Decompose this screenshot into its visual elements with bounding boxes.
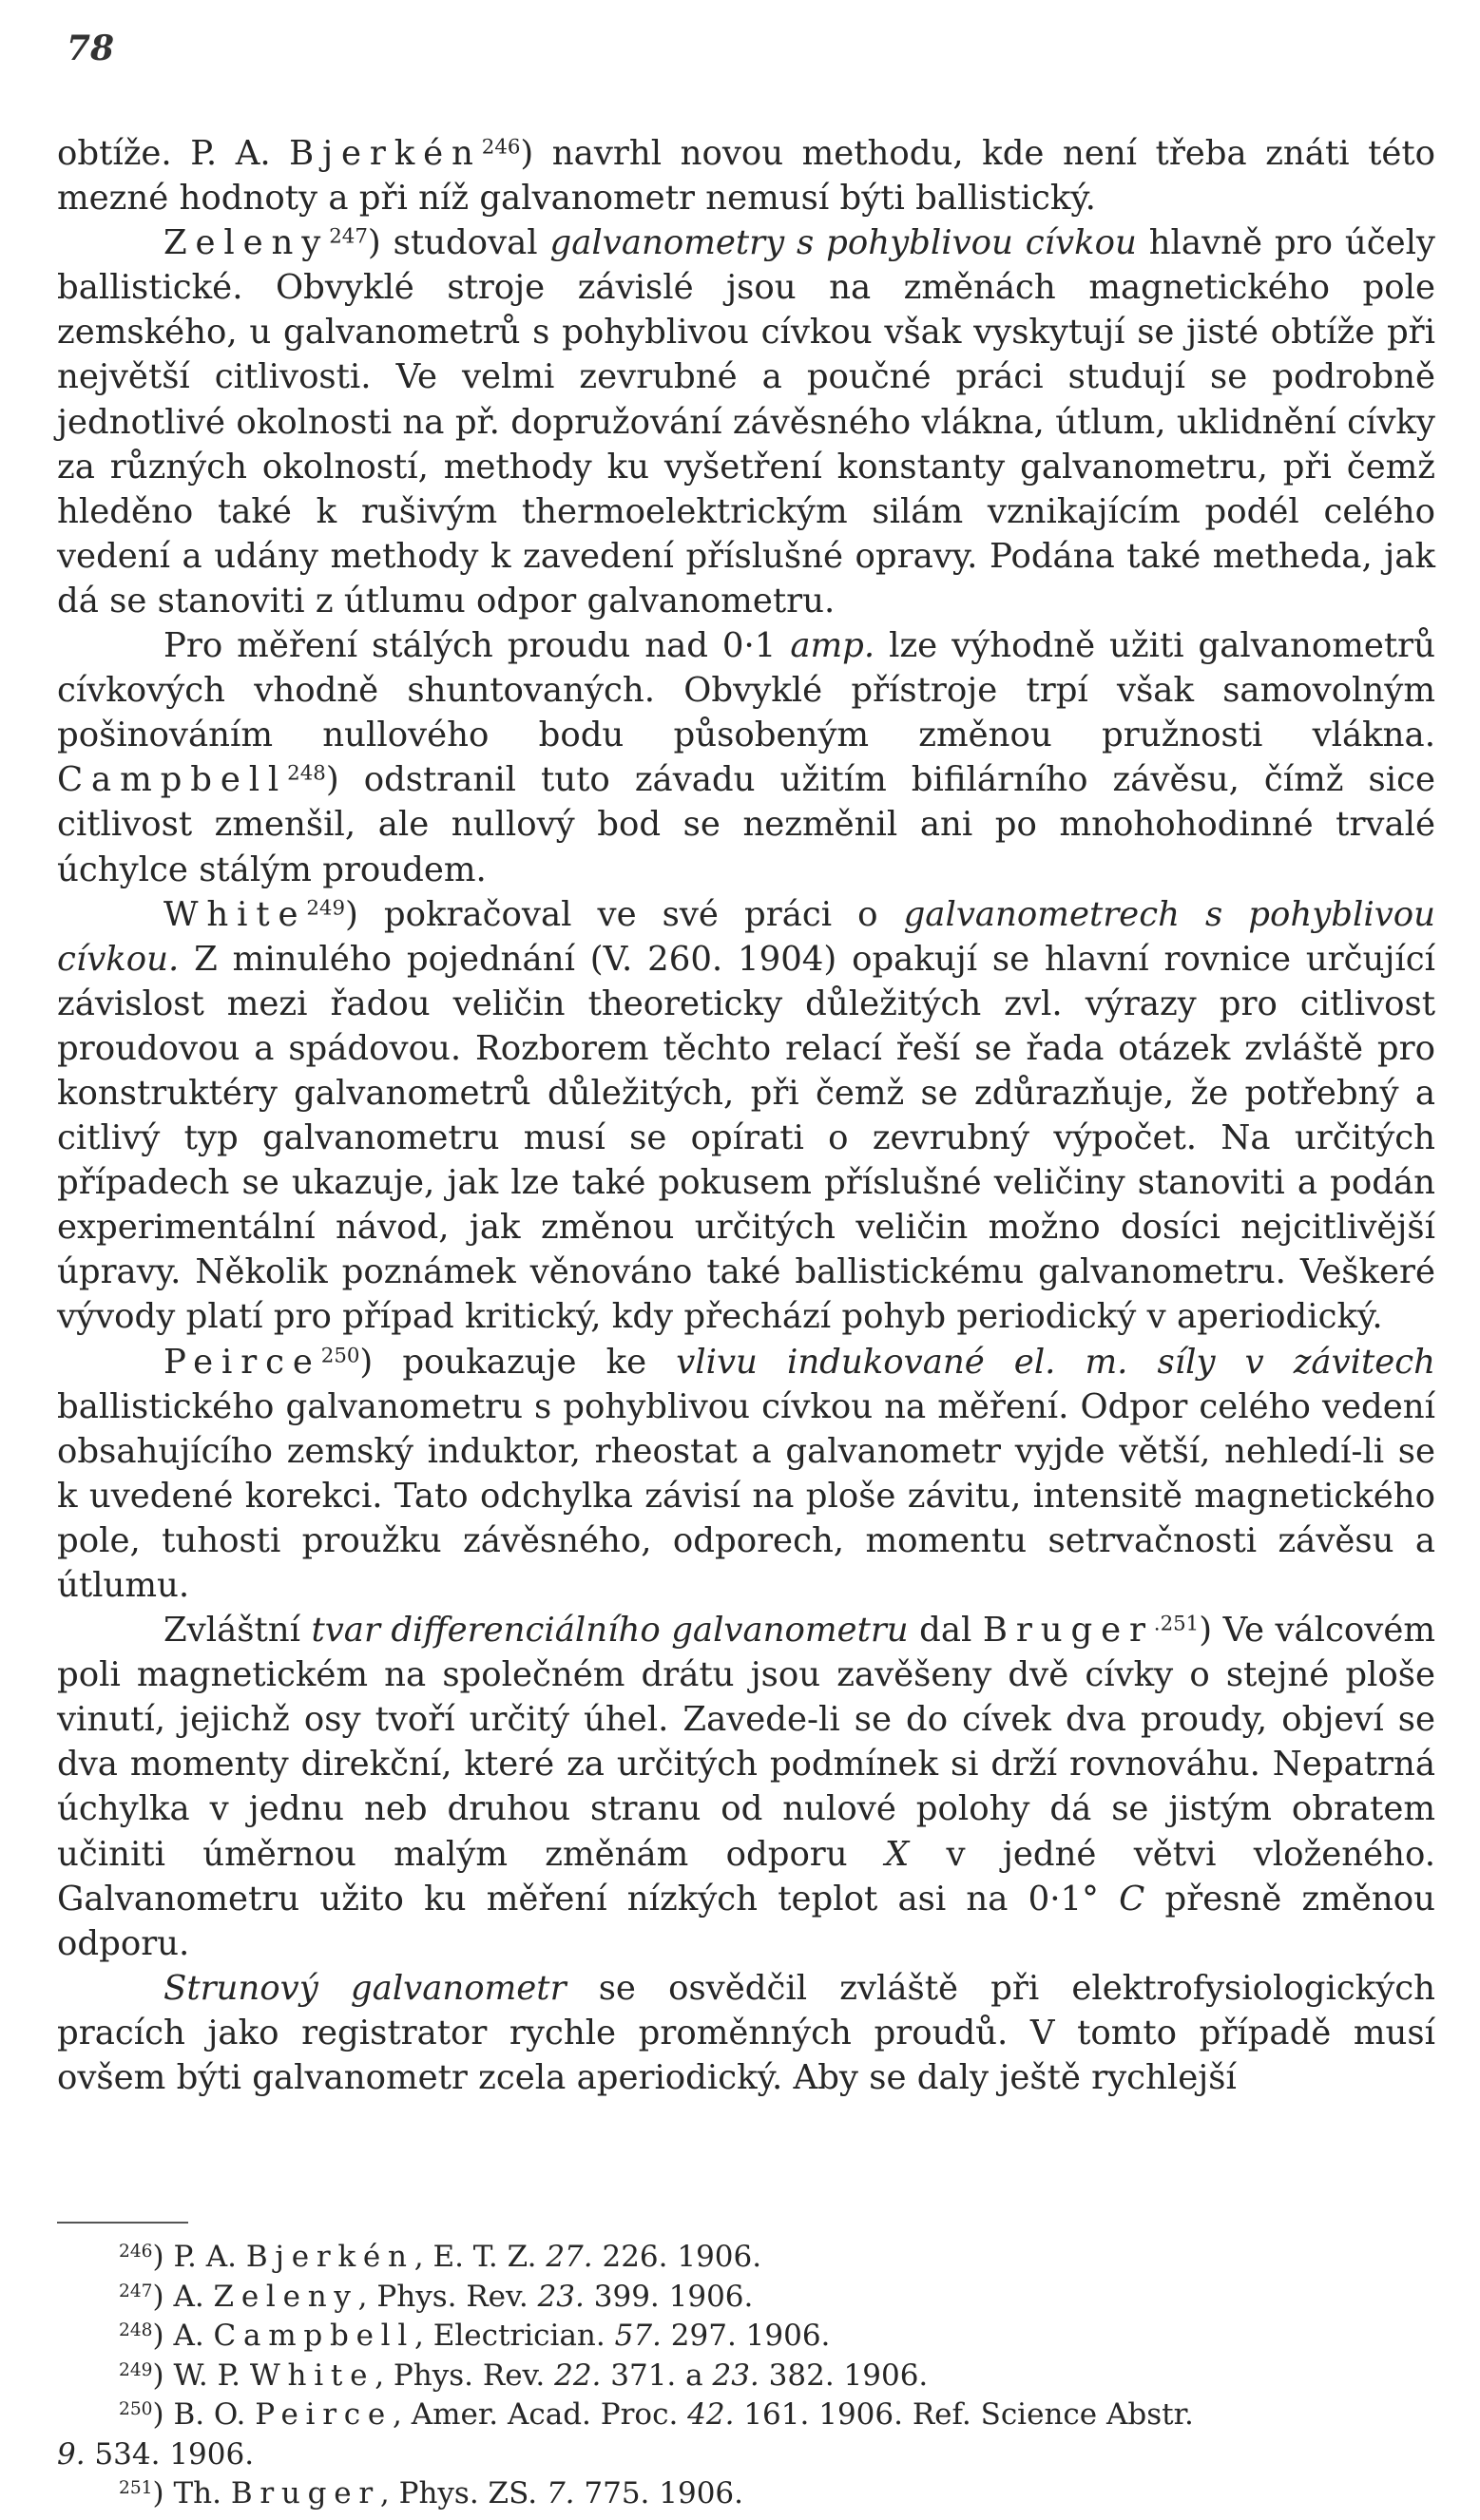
footnotes [57, 2238, 1435, 2514]
text-run: 226. 1906. [592, 2240, 762, 2274]
italic-text: X [884, 1834, 910, 1874]
footnote [57, 2474, 1435, 2514]
paragraph [57, 220, 1435, 623]
text-run: ) Th. [152, 2476, 231, 2510]
italic-text: 9. [57, 2436, 86, 2472]
italic-text: 23. [712, 2358, 759, 2393]
paragraph [57, 1966, 1435, 2100]
author-name: Bjerkén [289, 134, 482, 173]
author-name: Bruger [982, 1611, 1154, 1651]
footnote-ref: 249 [119, 2359, 153, 2380]
text-run: , Electrician. [414, 2319, 615, 2353]
text-run: ) W. P. [152, 2358, 250, 2393]
paragraph [57, 1340, 1435, 1609]
text-run: 775. 1906. [574, 2476, 743, 2510]
text-run: , Phys. Rev. [375, 2358, 555, 2393]
text-run: v jedné větvi vloženého. Galvanometru užito ku měření nízkých teplot asi na 0·1° [57, 1834, 1435, 1919]
article-body [57, 131, 1435, 2100]
footnote [57, 2396, 1435, 2435]
text-run: hlavně pro účely ballistické. Obvyklé stroje závislé jsou na změnách magnetického pole zemského, u galvanometrů s pohyblivou cívkou však vyskytují se jisté obtíže při největší citlivosti. Ve velmi zevrubné a poučné práci studují se podrobně jednotlivé okolnosti na př. dopružování závěsného vlákna, útlum, uklidnění cívky za různých okolností, methody ku vyšetření konstanty galvanometru, při čemž hleděno také k rušivým thermoelektrickým silám vznikajícím podél celého vedení a udány methody k zavedení příslušné opravy. Podána také metheda, jak dá se stanoviti z útlumu odpor galvanometru. [57, 223, 1435, 620]
text-run: ) pokračoval ve své práci o [345, 894, 904, 934]
text-run: ) studoval [367, 223, 550, 263]
text-run: ) poukazuje ke [359, 1342, 677, 1382]
text-run: ) Ve válcovém poli magnetickém na společném drátu jsou zavěšeny dvě cívky o stejné ploše vinutí, jejichž osy tvoří určitý úhel. Zavede-li se do cívek dva proudy, objeví se dva momenty direkční, které za určitých podmínek si drží rovnováhu. Nepatrná úchylka v jednu neb druhou stranu od nulové polohy dá se jistým obratem učiniti úměrnou malým změnám odporu [57, 1611, 1436, 1874]
footnote [57, 2238, 1435, 2278]
author-name: Peirce [163, 1342, 321, 1382]
footnote-divider [57, 2222, 188, 2224]
text-run: se osvědčil zvláště při elektrofysiologických pracích jako registrator rychle proměnných proudů. V tomto případě musí ovšem býti galvanometr zcela aperiodický. Aby se daly ještě rychlejší [57, 1968, 1435, 2098]
footnote-continuation [57, 2435, 1435, 2475]
text-run: , Phys. ZS. [379, 2476, 547, 2510]
text-run: Z minulého pojednání (V. 260. 1904) opakují se hlavní rovnice určující závislost mezi řadou veličin theoreticky důležitých zvl. výrazy pro citlivost proudovou a spádovou. Rozborem těchto relací řeší se řada otázek zvláště pro konstruktéry galvanometrů důležitých, při čemž se zdůrazňuje, že potřebný a citlivý typ galvanometru musí se opírati o zevrubný výpočet. Na určitých případech se ukazuje, jak lze také pokusem příslušné veličiny stanoviti a podán experimentální návod, jak změnou určitých veličin možno dosíci nejcitlivější úpravy. Několik poznámek věnováno také ballistickému galvanometru. Veškeré vývody platí pro případ kritický, kdy přechází pohyb periodický v aperiodický. [57, 939, 1435, 1337]
text-run: 371. a [601, 2358, 713, 2393]
footnote [57, 2357, 1435, 2396]
footnote-ref: 250 [119, 2398, 153, 2419]
author-name: Bjerkén [245, 2240, 414, 2274]
text-run: lze výhodně užiti galvanometrů cívkových vhodně shuntovaných. Obvyklé přístroje trpí však samovolným pošinováním nullového bodu působeným změnou pružnosti vlákna. [57, 626, 1435, 755]
author-name: White [163, 894, 307, 934]
italic-text: tvar differenciálního galvanometru [311, 1611, 909, 1651]
paragraph [57, 1608, 1435, 1966]
text-run: dal [908, 1611, 983, 1651]
footnote-ref: 246 [481, 135, 521, 160]
paragraph [57, 623, 1435, 892]
footnote-ref: 248 [287, 761, 326, 786]
text-run: ) P. A. [152, 2240, 246, 2274]
footnote-ref: 250 [320, 1343, 360, 1367]
text-run: ) B. O. [152, 2397, 256, 2432]
author-name: Zeleny [163, 223, 330, 263]
text-run: obtíže. P. A. [57, 134, 290, 173]
text-run: ballistického galvanometru s pohyblivou cívkou na měření. Odpor celého vedení obsahujícího zemský induktor, rheostat a galvanometr vyjde větší, nehledí-li se k uvedené korekci. Tato odchylka závisí na ploše závitu, intensitě magnetického pole, tuhosti proužku závěsného, odporech, momentu setrvačnosti závěsu a útlumu. [57, 1386, 1435, 1605]
author-name: Zeleny [213, 2279, 358, 2314]
author-name: Bruger [230, 2476, 380, 2510]
text-run: ) A. [152, 2319, 214, 2353]
italic-text: 57. [614, 2319, 662, 2353]
italic-text: galvanometrech s pohyblivou cívkou. [57, 894, 1436, 979]
italic-text: 22. [554, 2358, 602, 2393]
text-run: ) A. [152, 2279, 214, 2314]
author-name: White [249, 2358, 375, 2393]
footnote-ref: 247 [329, 224, 368, 249]
footnote-ref: 251 [119, 2477, 153, 2498]
text-run: Pro měření stálých proudu nad 0·1 [163, 626, 791, 666]
italic-text: Strunový galvanometr [163, 1968, 567, 2008]
text-run: ) navrhl novou methodu, kde není třeba znáti této mezné hodnoty a při níž galvanometr nemusí býti ballistický. [57, 134, 1435, 219]
text-run: 534. 1906. [85, 2436, 255, 2472]
text-run: 399. 1906. [584, 2279, 754, 2314]
italic-text: vlivu indukované el. m. síly v závitech [676, 1342, 1435, 1382]
italic-text: 27. [546, 2240, 593, 2274]
text-run: ) odstranil tuto závadu užitím bifilárního závěsu, čímž sice citlivost zmenšil, ale nullový bod se nezměnil ani po mnohohodinné trvalé úchylce stálým proudem. [57, 760, 1435, 889]
text-run: , E. T. Z. [413, 2240, 547, 2274]
author-name: Peirce [255, 2397, 394, 2432]
text-run: přesně změnou odporu. [57, 1879, 1435, 1963]
text-run: , Amer. Acad. Proc. [393, 2397, 688, 2432]
italic-text: 7. [546, 2476, 575, 2510]
text-run: 161. 1906. Ref. Science Abstr. [734, 2397, 1194, 2432]
text-run: 297. 1906. [661, 2319, 831, 2353]
footnote [57, 2317, 1435, 2357]
author-name: Campbell [57, 760, 288, 800]
text-run: 382. 1906. [759, 2358, 929, 2393]
footnote-ref: 249 [306, 895, 346, 920]
author-name: Campbell [213, 2319, 415, 2353]
footnote-ref: .251 [1153, 1612, 1200, 1636]
page-number: 78 [67, 29, 115, 68]
footnote [57, 2278, 1435, 2318]
text-run: , Phys. Rev. [357, 2279, 538, 2314]
paragraph [57, 892, 1435, 1340]
paragraph [57, 131, 1435, 220]
italic-text: C [1119, 1879, 1145, 1919]
italic-text: galvanometry s pohyblivou cívkou [549, 223, 1137, 263]
text-run: Zvláštní [163, 1611, 312, 1651]
footnote-ref: 247 [119, 2281, 153, 2301]
footnote-ref: 248 [119, 2320, 153, 2340]
italic-text: 23. [537, 2279, 585, 2314]
italic-text: 42. [687, 2397, 735, 2432]
italic-text: amp. [790, 626, 875, 666]
footnote-ref: 246 [119, 2241, 153, 2262]
